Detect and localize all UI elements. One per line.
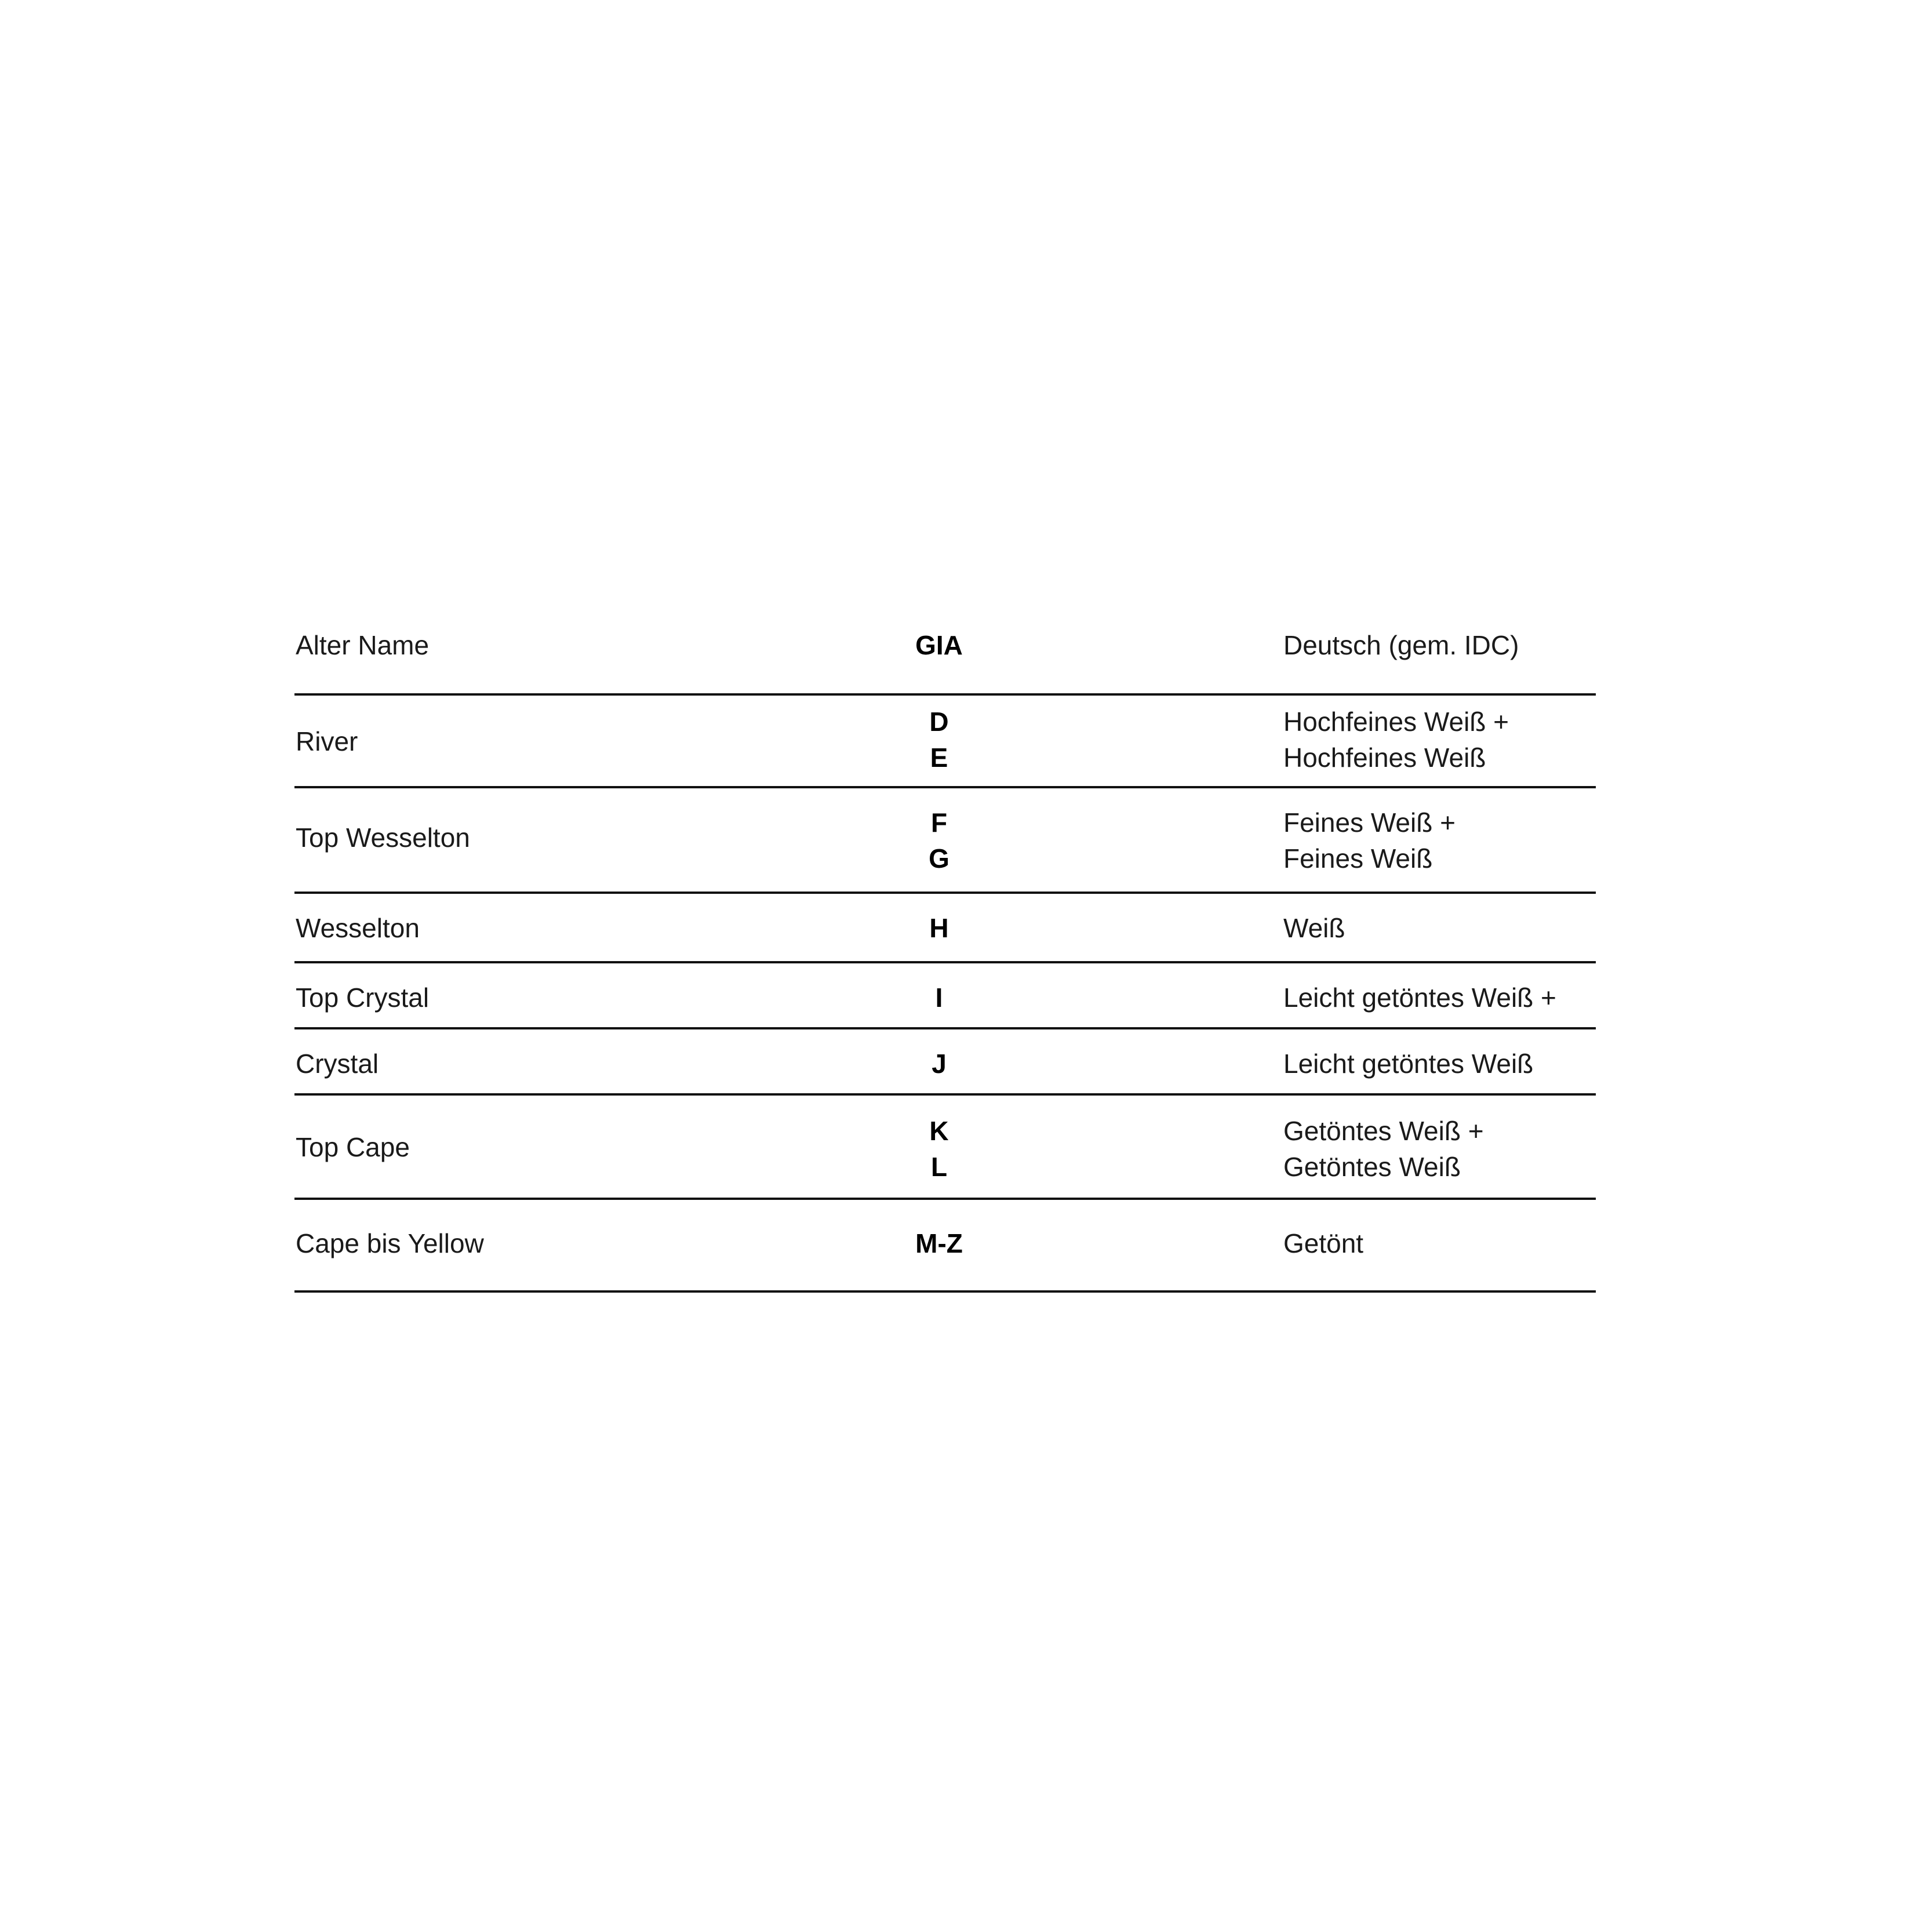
gia-grade: L — [930, 1152, 948, 1182]
gia-grade: E — [930, 743, 948, 773]
table-row — [294, 1029, 1596, 1096]
old-name-cell: Cape bis Yellow — [296, 1228, 484, 1258]
table-row — [294, 894, 1596, 963]
german-grade: Hochfeines Weiß + — [1283, 707, 1509, 737]
gia-grade: K — [929, 1116, 949, 1146]
gia-grade: J — [932, 1049, 947, 1079]
gia-grade-cell — [881, 704, 997, 776]
german-grade-cell — [1283, 1113, 1484, 1185]
german-grade: Weiß — [1283, 913, 1345, 943]
old-name-cell: Crystal — [296, 1049, 379, 1079]
german-grade: Leicht getöntes Weiß — [1283, 1049, 1534, 1079]
table-row — [294, 1200, 1596, 1293]
table-header-row — [294, 614, 1596, 696]
gia-grade: D — [929, 707, 949, 737]
old-name-cell: Top Wesselton — [296, 823, 470, 853]
header-german: Deutsch (gem. IDC) — [1283, 630, 1519, 660]
german-grade: Feines Weiß + — [1283, 807, 1456, 838]
old-name-cell: Wesselton — [296, 913, 420, 943]
table-row — [294, 1096, 1596, 1200]
german-grade-cell — [1283, 805, 1456, 876]
german-grade: Getöntes Weiß + — [1283, 1116, 1484, 1146]
gia-grade: M-Z — [915, 1228, 963, 1258]
table-row — [294, 696, 1596, 788]
old-name-cell: Top Crystal — [296, 983, 430, 1013]
german-grade: Hochfeines Weiß — [1283, 743, 1486, 773]
header-gia: GIA — [915, 630, 963, 660]
german-grade: Leicht getöntes Weiß + — [1283, 983, 1556, 1013]
german-grade-cell — [1283, 704, 1509, 776]
gia-grade-cell — [881, 1113, 997, 1185]
german-grade: Getönt — [1283, 1228, 1364, 1258]
header-old-name: Alter Name — [296, 630, 430, 660]
german-grade: Getöntes Weiß — [1283, 1152, 1461, 1182]
old-name-cell: Top Cape — [296, 1132, 410, 1162]
gia-grade: G — [929, 843, 949, 874]
table-row — [294, 963, 1596, 1029]
gia-grade-cell — [881, 805, 997, 876]
gia-grade: H — [929, 913, 949, 943]
gia-grade: F — [930, 807, 948, 838]
gia-grade: I — [935, 983, 943, 1013]
table-row — [294, 788, 1596, 894]
old-name-cell: River — [296, 726, 358, 756]
german-grade: Feines Weiß — [1283, 843, 1433, 874]
